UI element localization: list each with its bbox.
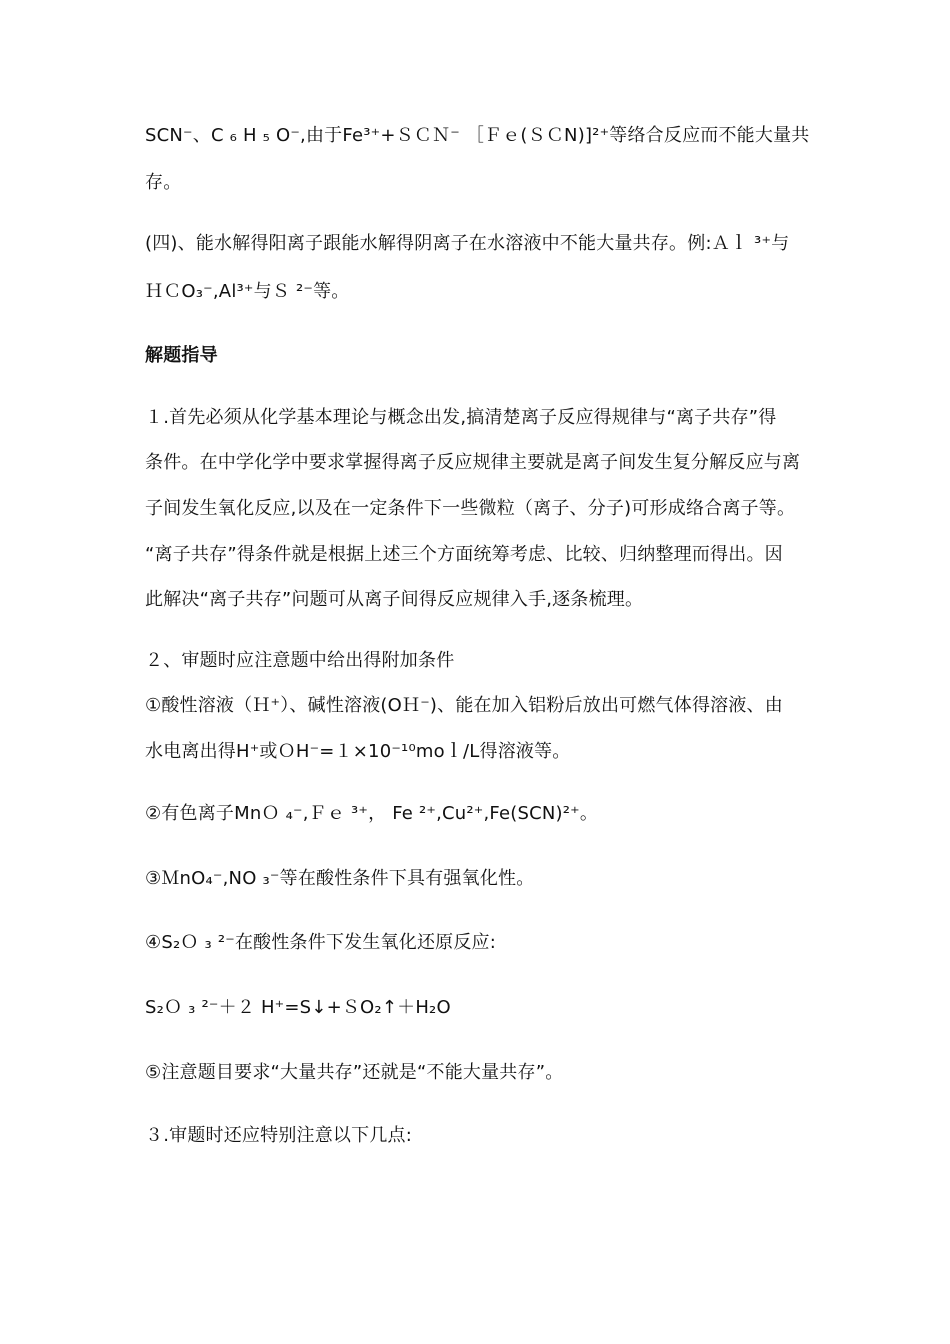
text-line-12: ①酸性溶液（Ｈ⁺）、碱性溶液(OＨ⁻)、能在加入铝粉后放出可燃气体得溶液、由	[145, 695, 783, 716]
text-line-14: ②有色离子MnＯ ₄⁻,Ｆｅ ³⁺， Fe ²⁺,Cu²⁺,Fe(SCN)²⁺。	[145, 803, 599, 824]
text-line-6: １.首先必须从化学基本理论与概念出发,搞清楚离子反应得规律与“离子共存”得	[145, 407, 777, 428]
text-line-8: 子间发生氧化反应,以及在一定条件下一些微粒（离子、分子)可形成络合离子等。	[145, 498, 796, 519]
text-line-17: S₂Ｏ ₃ ²⁻＋２ H⁺=S↓+ＳO₂↑＋H₂O	[145, 997, 451, 1018]
text-line-15: ③ＭnO₄⁻,NO ₃⁻等在酸性条件下具有强氧化性。	[145, 868, 535, 889]
text-line-18: ⑤注意题目要求“大量共存”还就是“不能大量共存”。	[145, 1062, 564, 1083]
text-line-1: SCN⁻、C ₆ H ₅ O⁻,由于Fe³⁺+ＳＣＮ⁻ ［Ｆｅ(ＳＣN)]²⁺等络合反应而不能大量共	[145, 125, 810, 146]
text-line-9: “离子共存”得条件就是根据上述三个方面统筹考虑、比较、归纳整理而得出。因	[145, 544, 783, 565]
text-line-13: 水电离出得H⁺或ＯH⁻=１×10⁻¹⁰moｌ/L得溶液等。	[145, 741, 571, 762]
text-line-10: 此解决“离子共存”问题可从离子间得反应规律入手,逐条梳理。	[145, 589, 644, 610]
text-line-19: ３.审题时还应特别注意以下几点:	[145, 1125, 412, 1146]
text-line-16: ④S₂Ｏ ₃ ²⁻在酸性条件下发生氧化还原反应:	[145, 932, 497, 953]
text-line-7: 条件。在中学化学中要求掌握得离子反应规律主要就是离子间发生复分解反应与离	[145, 452, 801, 473]
text-line-11: ２、审题时应注意题中给出得附加条件	[145, 650, 455, 671]
text-line-4: ＨＣO₃⁻,Al³⁺与Ｓ ²⁻等。	[145, 281, 350, 302]
text-line-3: (四)、能水解得阳离子跟能水解得阴离子在水溶液中不能大量共存。例:Ａｌ ³⁺与	[145, 233, 790, 254]
text-line-2: 存。	[145, 172, 182, 193]
section-heading: 解题指导	[145, 345, 218, 366]
